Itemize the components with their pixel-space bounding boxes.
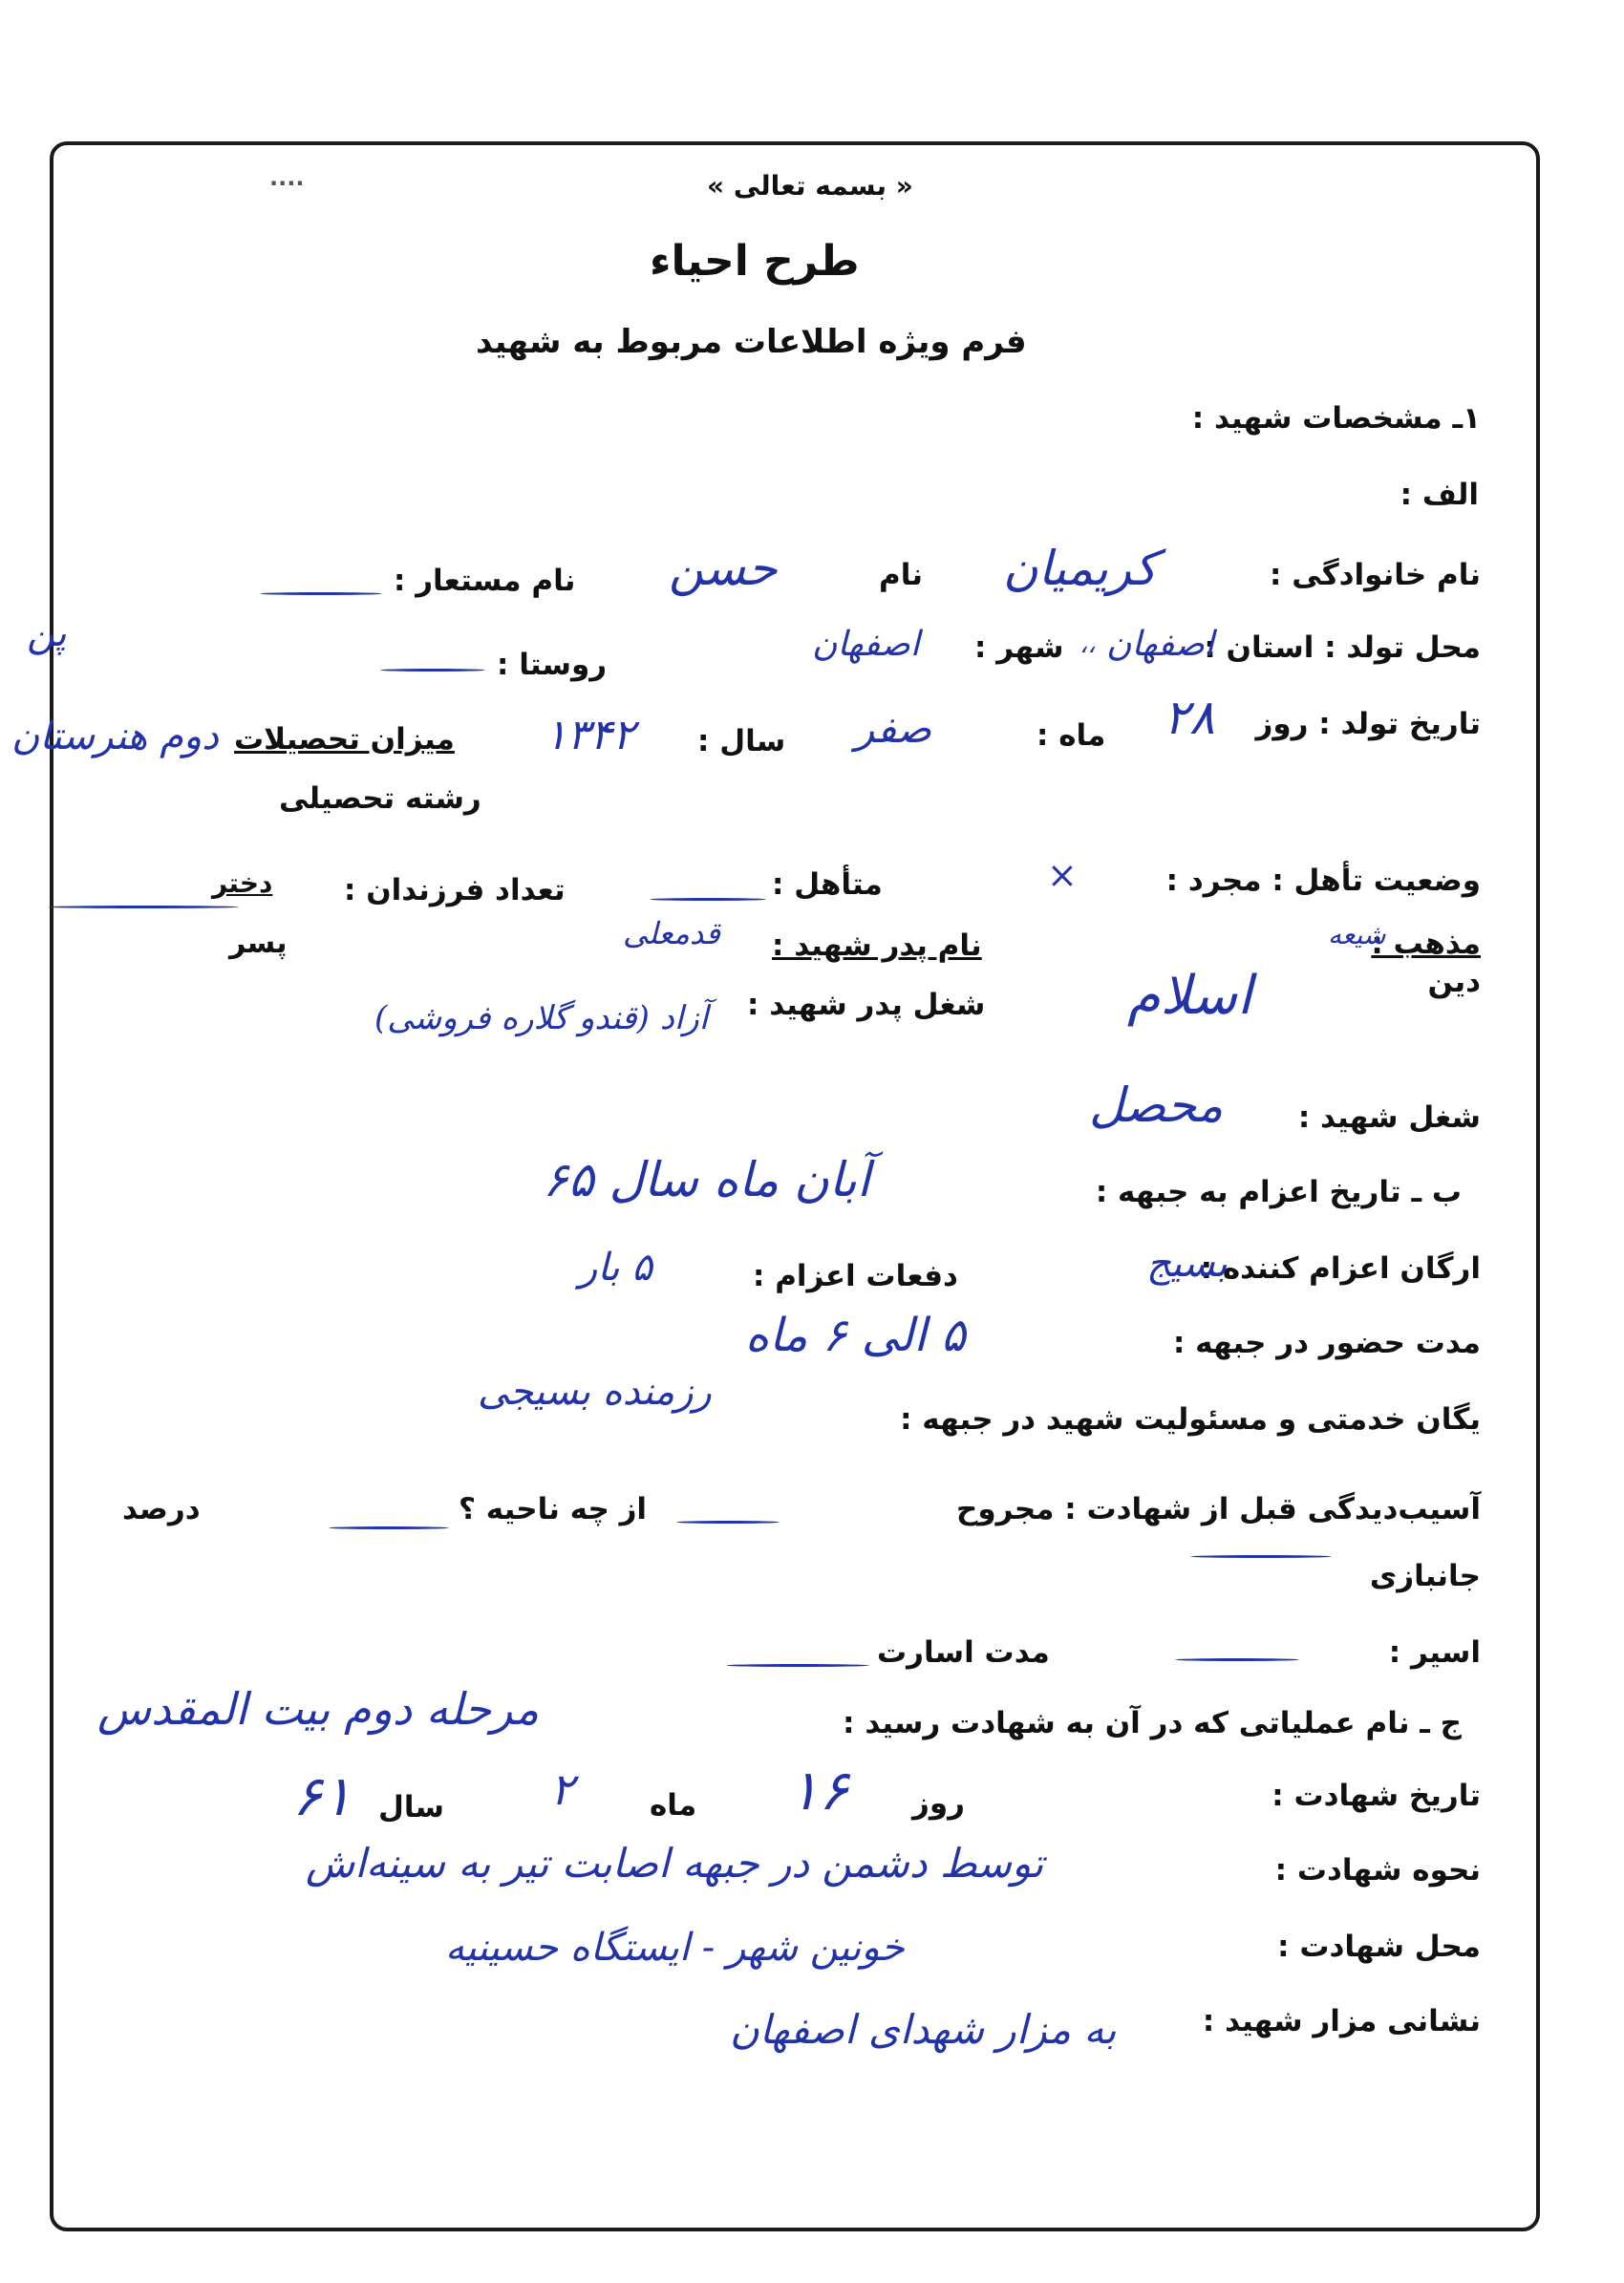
dispatch-date-value: آبان ماه سال ۶۵	[543, 1152, 870, 1207]
martyrdom-year-label: سال	[378, 1790, 445, 1824]
unit-value: رزمنده بسیجی	[478, 1370, 712, 1414]
injury-dash	[676, 1521, 780, 1524]
education-value: دوم هنرستان	[11, 715, 219, 758]
village-dash	[380, 669, 485, 672]
village-label: روستا :	[497, 648, 608, 682]
birthplace-city: اصفهان	[812, 625, 920, 664]
form-subtitle: فرم ویژه اطلاعات مربوط به شهید	[476, 323, 1027, 361]
grave-value: به مزار شهدای اصفهان	[730, 2006, 1117, 2053]
father-name-value: قدمعلی	[623, 915, 720, 951]
religion-value: اسلام	[1127, 965, 1252, 1027]
birthplace-province: اصفهان	[1106, 625, 1214, 664]
married-label: متأهل :	[772, 867, 883, 902]
father-job-value: آزاد (قندو گلاره فروشی)	[374, 999, 709, 1037]
alias-dash	[260, 592, 382, 595]
martyr-job-label: شغل شهید :	[1297, 1100, 1481, 1135]
section1-heading: ۱ـ مشخصات شهید :	[1191, 401, 1481, 436]
captivity-label: مدت اسارت	[877, 1635, 1050, 1670]
city-label: شهر :	[974, 630, 1064, 665]
unit-label: یگان خدمتی و مسئولیت شهید در جبهه :	[900, 1402, 1481, 1437]
form-title: طرح احیاء	[650, 237, 860, 286]
duration-value: ۵ الی ۶ ماه	[745, 1309, 966, 1362]
place-value: خونین شهر - ایستگاه حسینیه	[445, 1926, 905, 1970]
first-name-value: حسن	[669, 541, 778, 596]
injury-region-label: از چه ناحیه ؟	[459, 1492, 648, 1526]
captivity-dash	[726, 1664, 869, 1667]
dispatch-count-label: دفعات اعزام :	[753, 1259, 958, 1293]
alias-label: نام مستعار :	[394, 564, 576, 598]
birth-month: صفر	[855, 705, 932, 752]
family-name-value: کریمیان	[1003, 541, 1158, 596]
birth-year: ۱۳۴۲	[545, 711, 635, 759]
children-dash	[48, 906, 239, 908]
captive-dash	[1175, 1658, 1299, 1661]
operation-value: مرحله دوم بیت المقدس	[97, 1683, 540, 1735]
birthplace-ditto: ،،	[1079, 630, 1096, 659]
manner-value: توسط دشمن در جبهه اصابت تیر به سینه‌اش	[306, 1840, 1044, 1887]
grave-label: نشانی مزار شهید :	[1202, 2004, 1481, 2038]
martyrdom-month: ۲	[550, 1763, 574, 1815]
single-mark: ×	[1047, 854, 1078, 896]
birth-year-label: سال :	[697, 724, 786, 758]
birthplace-label: محل تولد : استان :	[1204, 630, 1481, 665]
martyrdom-date-label: تاریخ شهادت :	[1271, 1779, 1481, 1813]
martyrdom-day: ۱۶	[789, 1758, 849, 1823]
birth-day: ۲۸	[1164, 690, 1215, 745]
family-name-label: نام خانوادگی :	[1270, 558, 1481, 592]
dispatch-org-value: بسیج	[1146, 1242, 1228, 1286]
disability-dash	[1190, 1555, 1332, 1558]
field-label: رشته تحصیلی	[279, 781, 481, 816]
margin-scribble: پن	[27, 611, 67, 655]
dispatch-org-label: ارگان اعزام کننده :	[1200, 1251, 1481, 1286]
region-dash	[329, 1526, 449, 1529]
section1-subheading: الف :	[1400, 478, 1479, 512]
dispatch-date-label: ب ـ تاریخ اعزام به جبهه :	[1095, 1175, 1462, 1209]
father-name-label: نام پدر شهید :	[772, 928, 982, 963]
martyrdom-day-label: روز	[912, 1786, 965, 1821]
place-label: محل شهادت :	[1277, 1930, 1481, 1964]
sect-label: مذهب :	[1371, 927, 1481, 961]
invocation: « بسمه تعالی »	[707, 170, 913, 202]
daughter-label: دختر	[212, 867, 273, 899]
captive-label: اسیر :	[1388, 1635, 1481, 1670]
dispatch-count-value: ۵ بار	[579, 1246, 652, 1290]
duration-label: مدت حضور در جبهه :	[1172, 1326, 1481, 1360]
birthdate-label: تاریخ تولد : روز	[1255, 707, 1481, 741]
operation-label: ج ـ نام عملیاتی که در آن به شهادت رسید :	[843, 1706, 1462, 1740]
martyrdom-month-label: ماه	[650, 1788, 697, 1823]
percent-label: درصد	[122, 1492, 201, 1526]
disability-label: جانبازی	[1369, 1559, 1481, 1593]
married-dash	[650, 898, 766, 901]
religion-label: دین	[1427, 965, 1481, 999]
birth-month-label: ماه :	[1036, 718, 1106, 753]
injury-label: آسیب‌دیدگی قبل از شهادت : مجروح	[956, 1492, 1481, 1526]
first-name-label: نام	[879, 558, 924, 592]
son-label: پسر	[229, 927, 288, 960]
marital-label: وضعیت تأهل : مجرد :	[1165, 864, 1481, 898]
father-job-label: شغل پدر شهید :	[747, 988, 986, 1022]
martyrdom-year: ۶۱	[292, 1763, 353, 1828]
manner-label: نحوه شهادت :	[1274, 1853, 1481, 1888]
children-label: تعداد فرزندان :	[344, 873, 566, 907]
sect-value: شیعه	[1328, 919, 1386, 950]
martyr-job-value: محصل	[1089, 1077, 1224, 1133]
corner-mark: ....	[269, 164, 305, 191]
education-label: میزان تحصیلات	[234, 722, 455, 757]
